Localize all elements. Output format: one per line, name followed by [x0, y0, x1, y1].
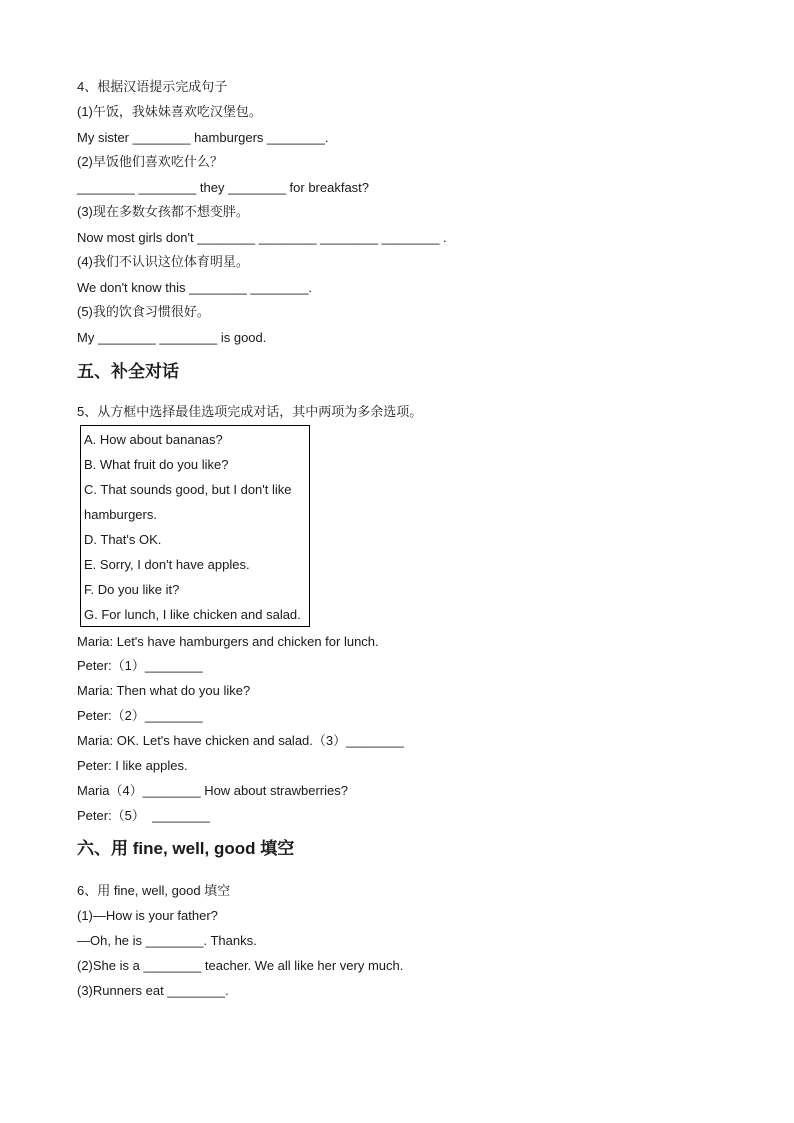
q4-line: My sister ________ hamburgers ________. [77, 130, 329, 145]
q4-line: (5)我的饮食习惯很好。 [77, 304, 210, 319]
q5-title: 5、从方框中选择最佳选项完成对话，其中两项为多余选项。 [77, 404, 423, 419]
dialogue-line: Maria: Then what do you like? [77, 683, 251, 698]
q4-line: Now most girls don't ________ ________ ________ ________ . [77, 230, 447, 245]
dialogue-line: Maria（4）________ How about strawberries? [77, 783, 348, 798]
q4-line: ________ ________ they ________ for breakfast? [77, 180, 370, 195]
dialogue-line: Peter:（1）________ [77, 658, 203, 673]
q6-line: (1)—How is your father? [77, 908, 218, 923]
q6-line: (2)She is a ________ teacher. We all like her very much. [77, 958, 404, 973]
dialogue-line: Maria: Let's have hamburgers and chicken for lunch. [77, 634, 379, 649]
section-heading-fill-blanks: 六、用 fine, well, good 填空 [77, 839, 295, 858]
q4-line: We don't know this ________ ________. [77, 280, 312, 295]
options-box [80, 425, 310, 627]
option-item: D. That's OK. [84, 532, 162, 547]
section-heading-dialogue: 五、补全对话 [77, 362, 179, 381]
q4-line: (2)早饭他们喜欢吃什么？ [77, 154, 223, 169]
q6-line: —Oh, he is ________. Thanks. [77, 933, 257, 948]
option-item: B. What fruit do you like? [84, 457, 229, 472]
q4-line: (3)现在多数女孩都不想变胖。 [77, 204, 249, 219]
q4-title: 4、根据汉语提示完成句子 [77, 79, 228, 94]
q4-line: My ________ ________ is good. [77, 330, 267, 345]
q4-line: (1)午饭，我妹妹喜欢吃汉堡包。 [77, 104, 262, 119]
q6-title: 6、用 fine, well, good 填空 [77, 883, 231, 898]
dialogue-line: Peter: I like apples. [77, 758, 188, 773]
option-item: A. How about bananas? [84, 432, 223, 447]
dialogue-line: Peter:（5） ________ [77, 808, 210, 823]
option-item: hamburgers. [84, 507, 157, 522]
option-item: C. That sounds good, but I don't like [84, 482, 292, 497]
dialogue-line: Maria: OK. Let's have chicken and salad.（3）________ [77, 733, 404, 748]
option-item: E. Sorry, I don't have apples. [84, 557, 250, 572]
option-item: G. For lunch, I like chicken and salad. [84, 607, 301, 622]
dialogue-line: Peter:（2）________ [77, 708, 203, 723]
option-item: F. Do you like it? [84, 582, 180, 597]
q4-line: (4)我们不认识这位体育明星。 [77, 254, 249, 269]
q6-line: (3)Runners eat ________. [77, 983, 229, 998]
